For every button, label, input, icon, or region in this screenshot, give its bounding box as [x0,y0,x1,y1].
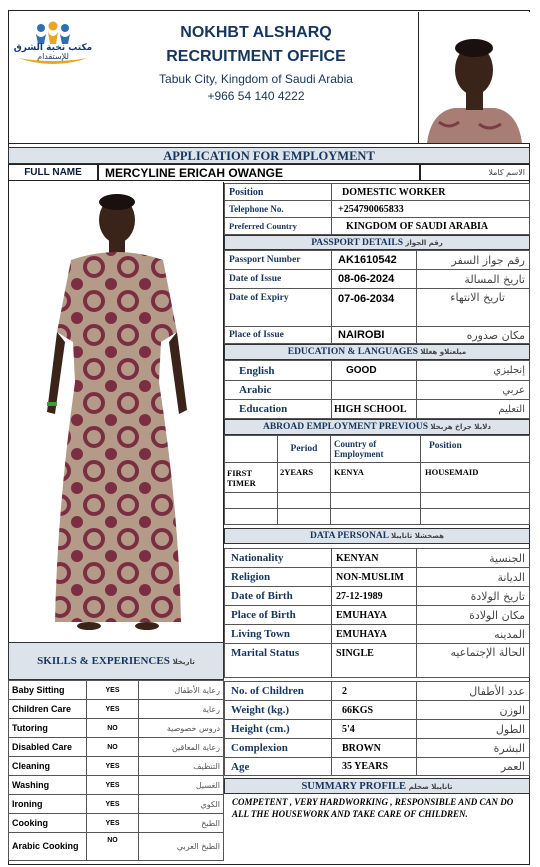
personal-ar: الحالة الإجتماعيه [417,644,530,678]
company-phone: +966 54 140 4222 [207,89,305,103]
personal-value: 27-12-1989 [332,587,417,606]
field-row-telephone [225,201,530,218]
education-ar: إنجليزي [417,361,530,381]
education-value: HIGH SCHOOL [332,400,417,419]
passport-table [224,250,530,344]
skills-header [8,642,224,680]
education-label: Education [225,400,332,419]
field-value: DOMESTIC WORKER [332,184,530,201]
skill-row [9,681,224,700]
field-value: KINGDOM OF SAUDI ARABIA [332,218,530,235]
body-value: 66KGS [332,701,417,720]
abroad-header-title: ABROAD EMPLOYMENT PREVIOUS [262,422,428,432]
summary-text: COMPETENT , VERY HARDWORKING , RESPONSIBLE AND CAN DO ALL THE HOUSEWORK AND TAKE CARE OF CHILDREN. [232,797,514,819]
full-name-label: FULL NAME [8,164,98,181]
passport-value: 08-06-2024 [332,270,417,289]
education-table [224,360,530,419]
personal-ar: الديانة [417,568,530,587]
personal-row [225,625,530,644]
body-label: Weight (kg.) [225,701,332,720]
personal-ar: مكان الولادة [417,606,530,625]
field-label: Position [225,184,332,201]
personal-value: EMUHAYA [332,606,417,625]
skill-value: NO [87,833,139,861]
personal-label: Nationality [225,549,332,568]
skill-name: Tutoring [9,719,87,738]
skill-value: YES [87,757,139,776]
skill-name: Arabic Cooking [9,833,87,861]
skills-header-title: SKILLS & EXPERIENCES [37,655,170,667]
body-row [225,720,530,739]
abroad-header [224,419,530,435]
abroad-col-country: Country of Employment [331,436,421,463]
abroad-row [225,463,530,493]
passport-label: Date of Issue [225,270,332,289]
personal-ar: الجنسية [417,549,530,568]
personal-ar: تاريخ الولادة [417,587,530,606]
field-label: Preferred Country [225,218,332,235]
abroad-table [224,435,530,525]
education-row [225,381,530,400]
skill-value: NO [87,719,139,738]
skill-row [9,757,224,776]
summary-header [224,778,530,794]
field-row-country [225,218,530,235]
skill-name: Baby Sitting [9,681,87,700]
abroad-row-position: HOUSEMAID [421,463,530,493]
passport-value: AK1610542 [332,251,417,270]
skill-name: Cleaning [9,757,87,776]
skill-row [9,776,224,795]
skill-name: Disabled Care [9,738,87,757]
skill-ar: الغسيل [139,776,224,795]
abroad-col-period: Period [278,436,331,463]
company-subtitle: RECRUITMENT OFFICE [166,48,346,65]
skill-ar: رعاية الأطفال [139,681,224,700]
skill-name: Children Care [9,700,87,719]
body-label: Height (cm.) [225,720,332,739]
education-label: English [225,361,332,381]
personal-ar: المدينه [417,625,530,644]
skills-header-ar: تاربخلا [172,658,195,666]
abroad-row-country: KENYA [331,463,421,493]
passport-label: Place of Issue [225,327,332,344]
logo-text-ar-2: للإستقدام [37,52,69,61]
logo-text-ar: مكتب نخبة الشرق [13,43,93,53]
education-row [225,400,530,419]
body-row [225,739,530,758]
form-title: APPLICATION FOR EMPLOYMENT [163,149,375,163]
body-value: 35 YEARS [332,758,417,776]
summary-header-title: SUMMARY PROFILE [301,781,406,792]
personal-label: Living Town [225,625,332,644]
field-row-position [225,184,530,201]
passport-header-ar: رقم الجواز [405,239,443,247]
education-ar: عربي [417,381,530,400]
personal-header-ar: هصخشلا تانايبلا [390,532,444,540]
skills-table [8,680,224,861]
skill-value: YES [87,681,139,700]
company-city: Tabuk City, Kingdom of Saudi Arabia [159,72,353,86]
skill-name: Ironing [9,795,87,814]
body-ar: البشرة [417,739,530,758]
abroad-header-ar: دلابلا جراخ هربخلا [430,423,492,431]
body-ar: عدد الأطفال [417,682,530,701]
body-row [225,682,530,701]
personal-label: Place of Birth [225,606,332,625]
education-header-title: EDUCATION & LANGUAGES [287,347,418,357]
summary-header-ar: تانايبلا صخلم [408,783,453,791]
skill-value: YES [87,795,139,814]
skill-name: Cooking [9,814,87,833]
passport-header-title: PASSPORT DETAILS [311,238,403,248]
skill-row [9,814,224,833]
education-row [225,361,530,381]
skill-row [9,833,224,861]
body-ar: الوزن [417,701,530,720]
skill-name: Washing [9,776,87,795]
personal-label: Date of Birth [225,587,332,606]
education-header [224,344,530,360]
full-name-value: MERCYLINE ERICAH OWANGE [98,164,420,181]
body-label: Age [225,758,332,776]
skill-ar: الكوي [139,795,224,814]
education-label: Arabic [225,381,332,400]
personal-value: NON-MUSLIM [332,568,417,587]
skill-value: YES [87,814,139,833]
passport-row [225,270,530,289]
body-row [225,758,530,776]
body-ar: الطول [417,720,530,739]
abroad-row-label: FIRST TIMER [225,463,278,493]
passport-row [225,251,530,270]
skill-value: YES [87,700,139,719]
passport-ar: رقم جواز السفر [417,251,530,270]
personal-row [225,587,530,606]
passport-label: Passport Number [225,251,332,270]
passport-row [225,327,530,344]
skill-ar: رعاية [139,700,224,719]
abroad-row-period: 2YEARS [278,463,331,493]
education-value: GOOD [332,361,417,381]
personal-label: Religion [225,568,332,587]
personal-value: EMUHAYA [332,625,417,644]
passport-header [224,235,530,250]
full-body-photo [9,182,223,640]
field-label: Telephone No. [225,201,332,218]
skill-row [9,738,224,757]
personal-value: KENYAN [332,549,417,568]
full-name-ar: الاسم كاملا [420,164,530,181]
body-value: 2 [332,682,417,701]
education-ar: التعليم [417,400,530,419]
abroad-header-row [225,436,530,463]
skill-ar: التنظيف [139,757,224,776]
personal-label: Marital Status [225,644,332,678]
company-name: NOKHBT ALSHARQ [180,24,332,41]
personal-header [224,528,530,544]
personal-header-title: DATA PERSONAL [310,531,389,541]
passport-ar: تاريخ المسالة [417,270,530,289]
body-label: No. of Children [225,682,332,701]
personal-row [225,568,530,587]
skill-ar: الطبخ العربي [139,833,224,861]
body-value: 5'4 [332,720,417,739]
portrait-photo [418,12,529,143]
skill-value: YES [87,776,139,795]
personal-table [224,548,530,678]
skill-ar: الطبخ [139,814,224,833]
skill-value: NO [87,738,139,757]
education-value [332,381,417,400]
passport-row [225,289,530,327]
personal-row [225,549,530,568]
field-value: +254790065833 [332,201,530,218]
company-logo [10,18,96,70]
skill-row [9,719,224,738]
skill-ar: رعاية المعاقين [139,738,224,757]
skill-row [9,700,224,719]
passport-value: NAIROBI [332,327,417,344]
skill-ar: دروس خصوصية [139,719,224,738]
title-bar [8,147,530,164]
education-header-ar: ميلعتلاو هغللا [420,348,467,356]
body-fields-table [224,681,530,776]
body-value: BROWN [332,739,417,758]
passport-label: Date of Expiry [225,289,332,327]
body-label: Complexion [225,739,332,758]
skill-row [9,795,224,814]
passport-ar: مكان صدوره [417,327,530,344]
body-row [225,701,530,720]
body-ar: العمر [417,758,530,776]
personal-row [225,606,530,625]
personal-row [225,644,530,678]
passport-ar: تاريخ الانتهاء [417,289,530,327]
personal-value: SINGLE [332,644,417,678]
abroad-col-position: Position [421,436,530,463]
top-fields [224,183,530,235]
passport-value: 07-06-2034 [332,289,417,327]
